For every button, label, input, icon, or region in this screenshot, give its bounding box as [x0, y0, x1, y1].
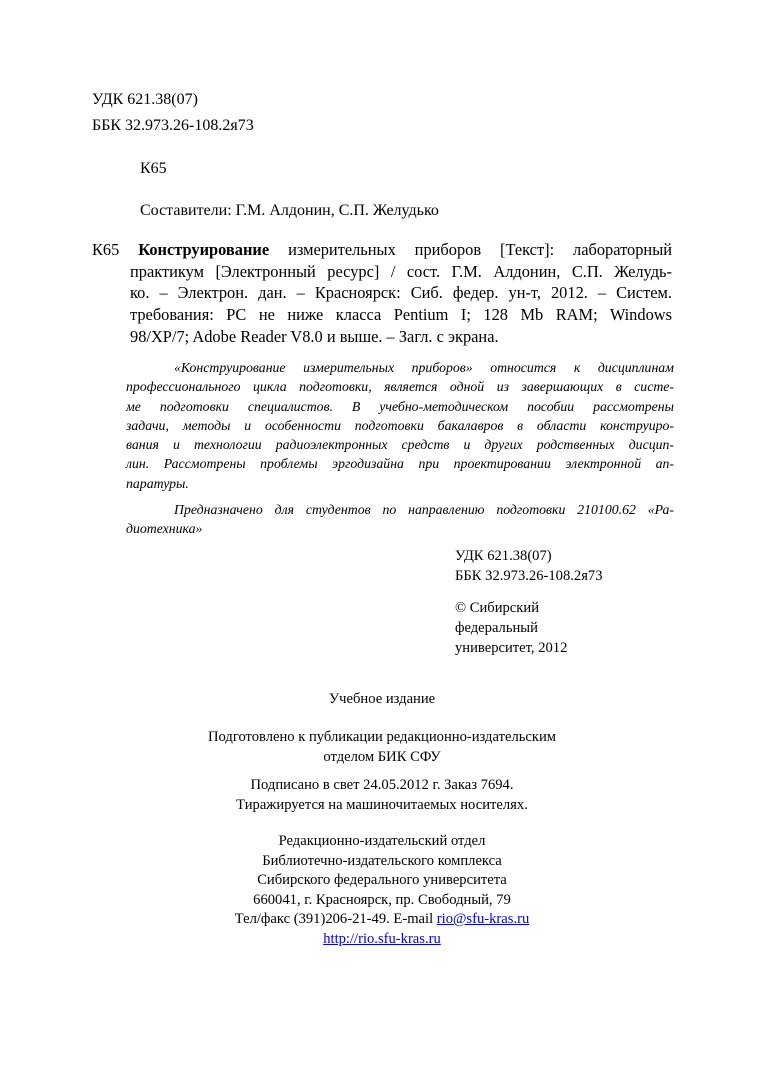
prepared-line: Подготовлено к публикации редакционно-издательским [207, 729, 556, 745]
prepared-note [0, 728, 764, 767]
biblio-line-1 [92, 239, 672, 261]
purpose-line: диотехника» [126, 521, 203, 537]
address-line: 660041, г. Красноярск, пр. Свободный, 79 [253, 891, 511, 908]
copyright-bbk: ББК 32.973.26-108.2я73 [455, 568, 603, 584]
website-row [0, 930, 764, 950]
prepared-line: отделом БИК СФУ [323, 748, 441, 765]
biblio-line-5: 98/XP/7; Adobe Reader V8.0 и выше. – Загл. с экрана. [130, 326, 499, 346]
signed-note [0, 776, 764, 815]
bibliographic-record [92, 239, 672, 347]
biblio-cipher: К65 [92, 240, 120, 259]
dept-line: Сибирского федерального университета [257, 872, 507, 888]
publisher-address [0, 832, 764, 949]
dept-line: Редакционно-издательский отдел [278, 833, 486, 849]
annotation-line: ме подготовки специалистов. В учебно-методическом пособии рассмотрены [126, 398, 674, 414]
udk-code: УДК 621.38(07) [92, 91, 198, 108]
edition-type-label: Учебное издание [328, 691, 436, 707]
biblio-line1-rest: измерительных приборов [Текст]: лабораторный [288, 240, 672, 259]
annotation [126, 358, 674, 539]
biblio-line-4: требования: PC не ниже класса Pentium I; 128 Mb RAM; Windows [130, 305, 672, 325]
phone-text: Тел/факс (391)206-21-49. E-mail [234, 911, 437, 927]
annotation-line: вания и технологии радиоэлектронных средств и других родственных дисцип- [126, 437, 674, 453]
annotation-line: задачи, методы и особенности подготовки бакалавров в области конструиро- [126, 417, 674, 433]
annotation-line: лин. Рассмотрены проблемы эргодизайна при проектировании электронной ап- [126, 456, 674, 472]
edition-type [0, 690, 764, 710]
compilers-line: Составители: Г.М. Алдонин, С.П. Желудько [140, 202, 439, 219]
signed-line: Подписано в свет 24.05.2012 г. Заказ 7694. [250, 777, 514, 793]
signed-line: Тиражируется на машиночитаемых носителях. [236, 796, 528, 813]
website-link[interactable]: http://rio.sfu-kras.ru [323, 930, 441, 947]
copyright-block [455, 546, 603, 658]
annotation-line: паратуры. [126, 475, 189, 491]
copyright-udk: УДК 621.38(07) [455, 548, 552, 564]
biblio-line-3: ко. – Электрон. дан. – Красноярск: Сиб. федер. ун-т, 2012. – Систем. [130, 283, 672, 303]
biblio-line-2: практикум [Электронный ресурс] / сост. Г.М. Алдонин, С.П. Желудь- [130, 261, 672, 281]
email-link[interactable]: rio@sfu-kras.ru [436, 911, 530, 927]
purpose-line: Предназначено для студентов по направлению подготовки 210100.62 «Ра- [174, 502, 674, 518]
biblio-title: Конструирование [138, 240, 270, 259]
annotation-line: профессионального цикла подготовки, является одной из завершающих в систе- [126, 379, 674, 395]
copyright-line: федеральный [455, 620, 538, 636]
copyright-gap [455, 586, 603, 598]
annotation-line: «Конструирование измерительных приборов» относится к дисциплинам [174, 360, 674, 375]
contact-line [0, 910, 764, 930]
copyright-line: © Сибирский [455, 600, 539, 616]
bbk-code: ББК 32.973.26-108.2я73 [92, 117, 254, 134]
copyright-line: университет, 2012 [455, 640, 568, 656]
author-cipher: К65 [140, 160, 167, 177]
dept-line: Библиотечно-издательского комплекса [262, 852, 502, 869]
paragraph-gap [126, 493, 674, 500]
